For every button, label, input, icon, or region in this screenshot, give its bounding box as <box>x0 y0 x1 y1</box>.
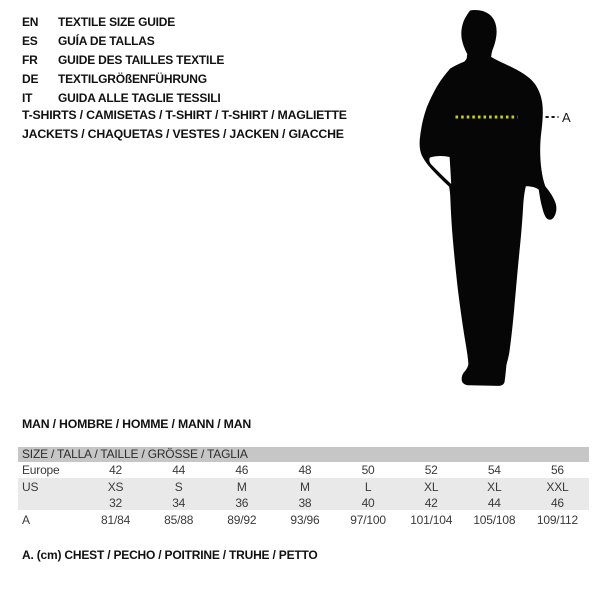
language-list <box>22 13 224 108</box>
language-row <box>22 32 224 51</box>
size-cell: 81/84 <box>101 512 131 527</box>
row-label: A <box>22 512 30 527</box>
language-row <box>22 70 224 89</box>
size-cell: 89/92 <box>227 512 257 527</box>
language-code: DE <box>22 71 39 86</box>
size-cell: XS <box>107 479 124 494</box>
size-cell: M <box>236 479 247 494</box>
size-cell: 97/100 <box>350 512 386 527</box>
size-cell: 44 <box>172 463 186 477</box>
size-cell: S <box>174 479 183 494</box>
size-cell: 54 <box>487 463 501 477</box>
size-cell: XXL <box>546 479 569 494</box>
language-code: IT <box>22 90 33 105</box>
language-row <box>22 13 224 32</box>
size-cell: XL <box>487 479 502 494</box>
size-cell: 109/112 <box>536 512 578 527</box>
size-cell: 44 <box>487 495 501 510</box>
size-cell: 101/104 <box>410 512 453 527</box>
category-line-jackets: JACKETS / CHAQUETAS / VESTES / JACKEN / GIACCHE <box>22 126 344 141</box>
language-label: GUÍA DE TALLAS <box>58 33 155 48</box>
language-label: TEXTILE SIZE GUIDE <box>58 15 176 29</box>
table-row-chest <box>18 510 589 529</box>
size-cell: 85/88 <box>164 512 194 527</box>
size-cell: 93/96 <box>290 512 320 527</box>
language-row <box>22 51 224 70</box>
category-lines <box>22 106 347 144</box>
measure-label: A <box>562 110 571 125</box>
size-cell: 34 <box>172 495 186 510</box>
size-cell: 56 <box>550 463 564 477</box>
size-table-header: SIZE / TALLA / TAILLE / GRÖSSE / TAGLIA <box>18 447 589 462</box>
size-cell: 52 <box>424 463 438 477</box>
size-cell: 40 <box>361 495 375 510</box>
size-cell: L <box>364 479 372 494</box>
table-row-europe <box>18 462 589 478</box>
size-cell: 42 <box>424 495 438 510</box>
row-label: Europe <box>22 463 60 477</box>
language-label: GUIDE DES TAILLES TEXTILE <box>58 52 225 67</box>
language-code: EN <box>22 15 39 29</box>
section-title-man: MAN / HOMBRE / HOMME / MANN / MAN <box>22 417 252 431</box>
size-cell: XL <box>424 479 439 494</box>
size-cell: 105/108 <box>473 512 516 527</box>
size-cell: 38 <box>298 495 312 510</box>
table-row-us <box>18 478 589 495</box>
size-table <box>18 447 589 529</box>
language-label: GUIDA ALLE TAGLIE TESSILI <box>58 90 221 105</box>
silhouette-figure <box>400 0 600 400</box>
size-cell: 42 <box>109 463 123 477</box>
size-cell: 46 <box>235 463 249 477</box>
language-code: ES <box>22 33 38 48</box>
language-label: TEXTILGRÖßENFÜHRUNG <box>58 71 207 86</box>
language-row <box>22 89 224 108</box>
size-cell: 50 <box>361 463 375 477</box>
language-code: FR <box>22 52 38 67</box>
category-line-tshirts: T-SHIRTS / CAMISETAS / T-SHIRT / T-SHIRT / MAGLIETTE <box>22 108 347 122</box>
man-silhouette <box>420 10 557 386</box>
row-label: US <box>22 479 39 494</box>
size-cell: M <box>300 479 310 494</box>
size-cell: 32 <box>109 495 123 510</box>
size-cell: 46 <box>550 495 564 510</box>
size-cell: 48 <box>298 463 312 477</box>
size-cell: 36 <box>235 495 249 510</box>
footnote-chest: A. (cm) CHEST / PECHO / POITRINE / TRUHE / PETTO <box>22 548 318 562</box>
table-row-us-numeric <box>18 495 589 510</box>
